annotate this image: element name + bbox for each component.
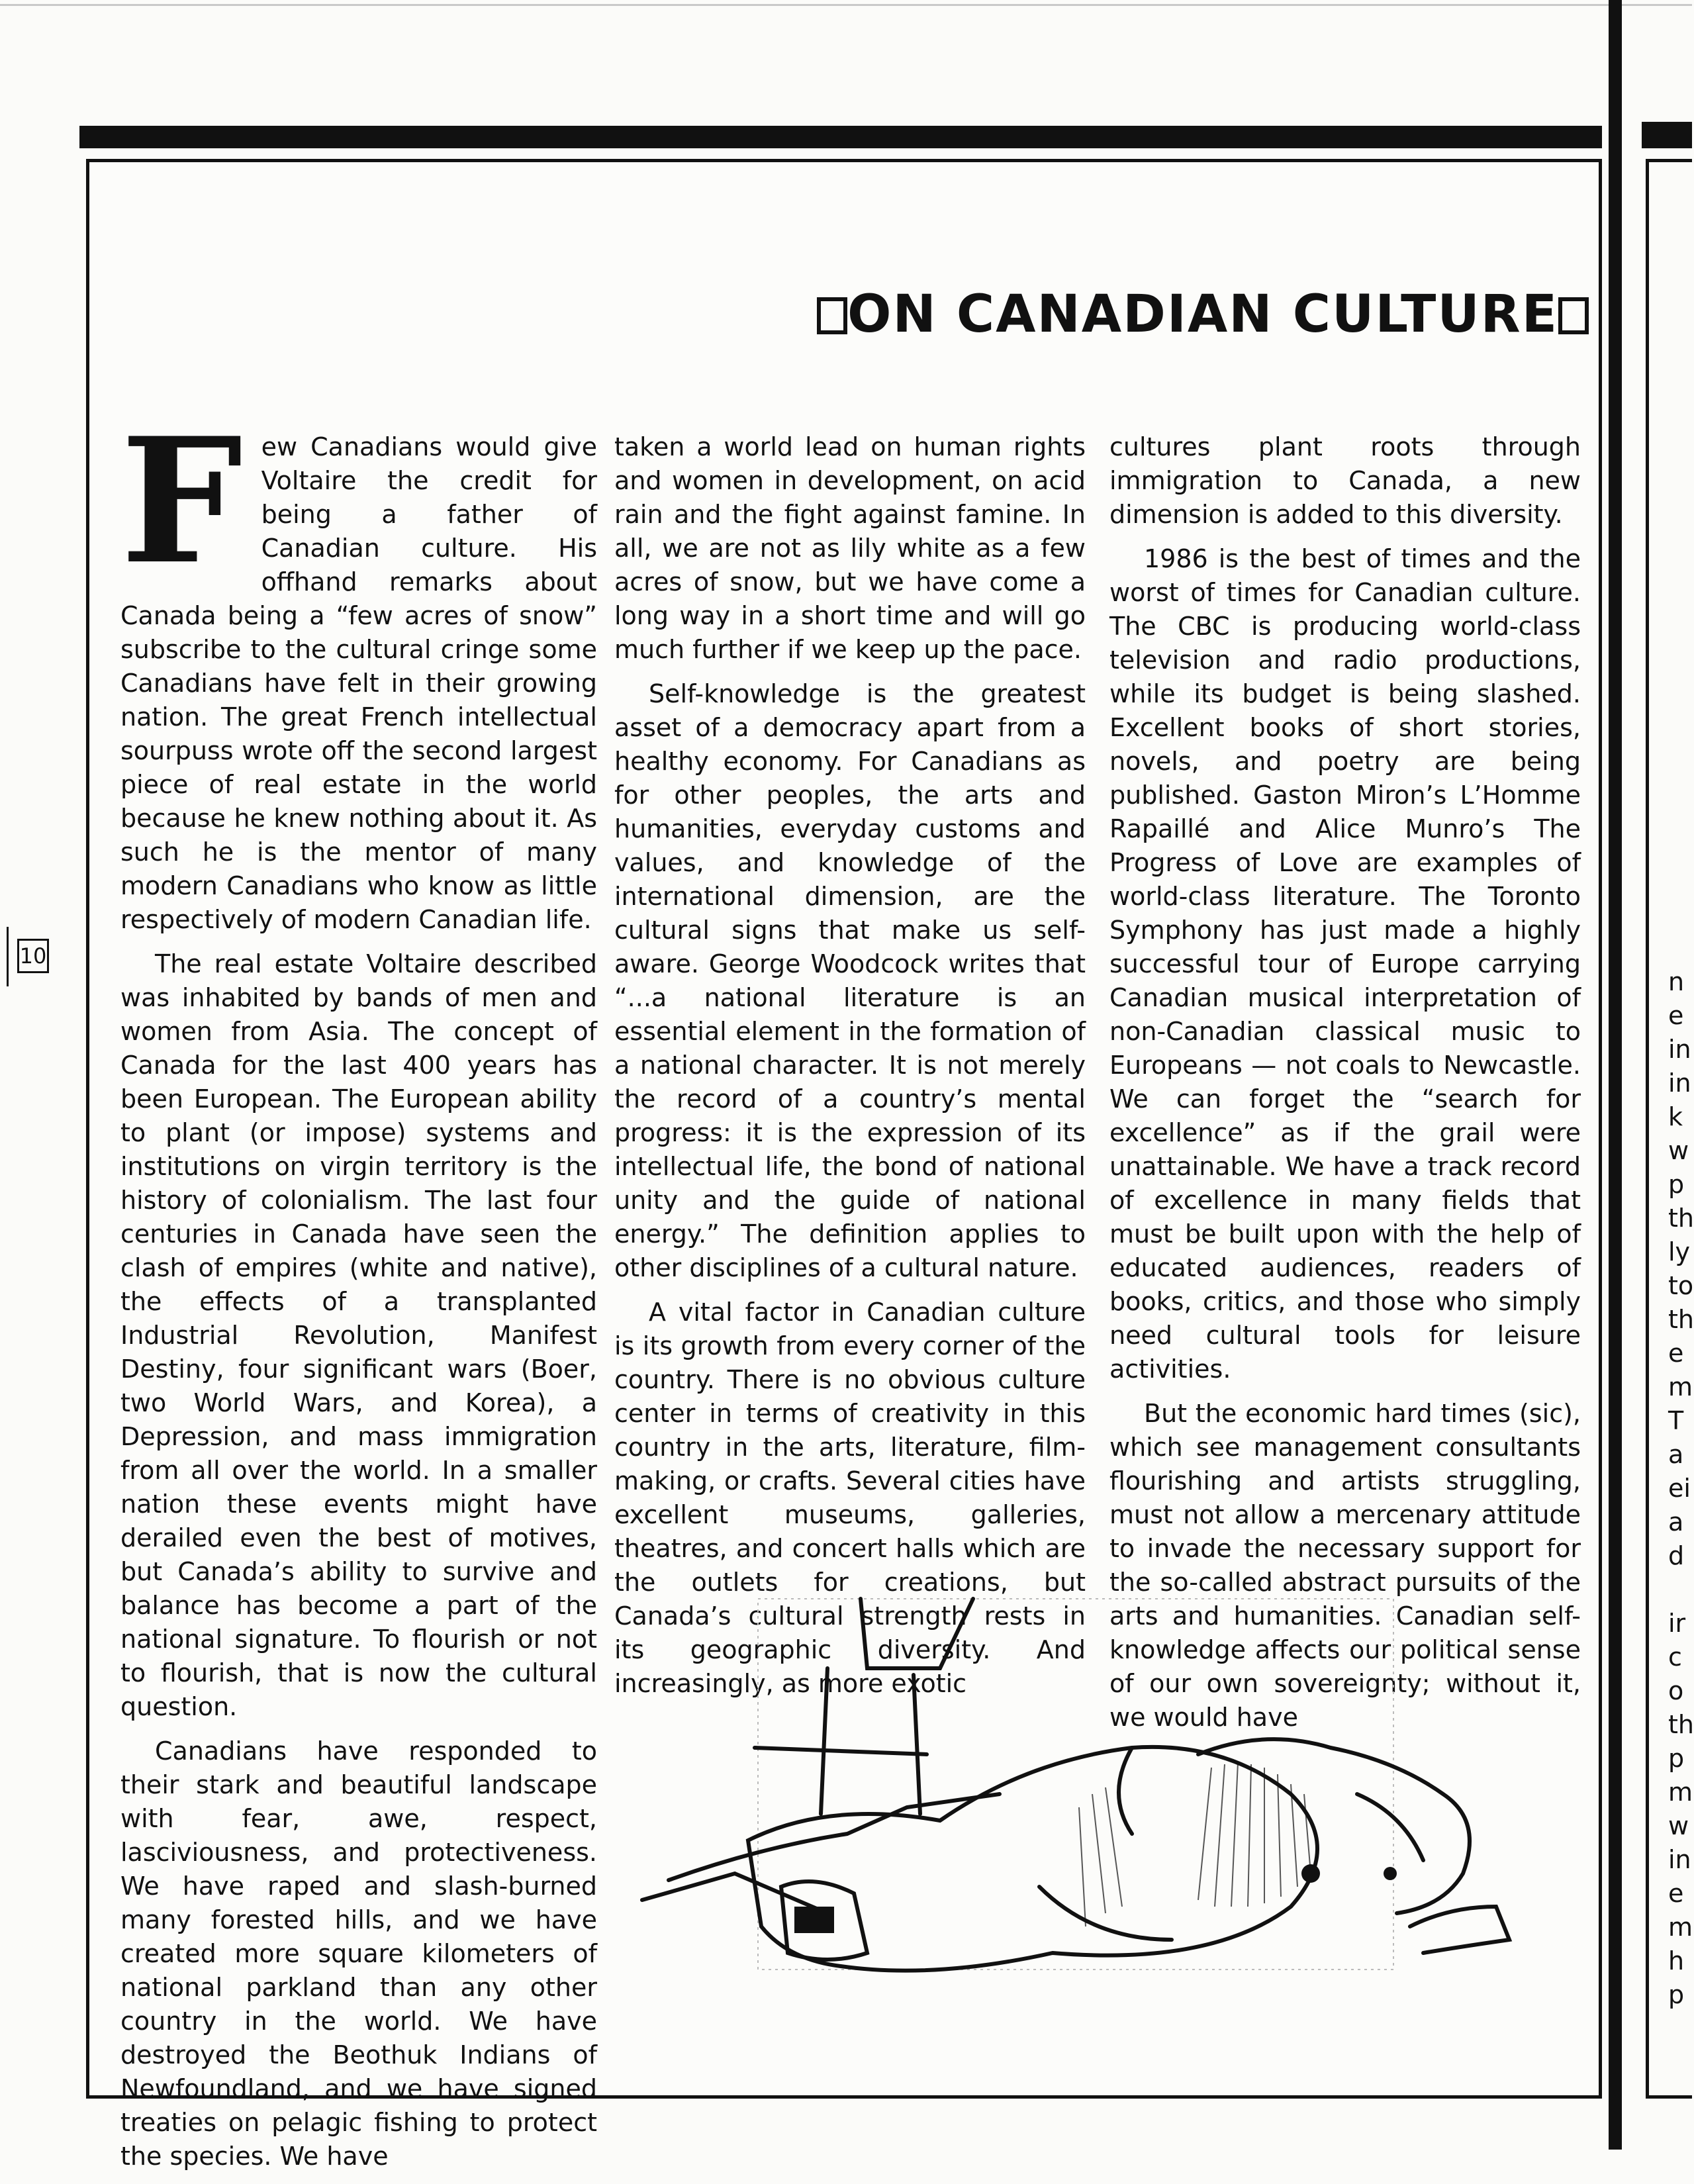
column-3	[1109, 430, 1581, 1732]
paragraph: Few Canadians would give Voltaire the credit for being a father of Canadian culture. His offhand remarks about Canada being a “few acres of snow” subscribe to the cultural cringe some Canadians have felt in their growing nation. The great French intellectual sourpuss wrote off the second largest piece of real estate in the world because he knew nothing about it. As such he is the mentor of many modern Canadians who know as little respectively of modern Canadian life.	[120, 401, 597, 934]
next-page-fragments: n e in in k w p th ly to th e m T a ei a d ir c o th p m w in e m h p	[1668, 967, 1694, 2009]
page-number-rule	[7, 927, 9, 986]
paragraph: 1986 is the best of times and the worst of times for Canadian culture. The CBC is producing world-class television and radio productions, while its budget is being slashed. Excellent books of short stories, novels, and poetry are being published. Gaston Miron’s L’Homme Rapaillé and Alice Munro’s The Progress of Love are examples of world-class literature. The Toronto Symphony has just made a highly successful tour of Europe carrying Canadian musical interpretation of non-Canadian classical music to Europeans — not coals to Newcastle. We can forget the “search for excellence” as if the grail were unattainable. We have a track record of excellence in many fields that must be built upon with the help of educated audiences, readers of books, critics, and those who simply need cultural tools for leisure activities.	[1109, 544, 1581, 1384]
article-title-text: ON CANADIAN CULTURE	[847, 285, 1558, 344]
next-page-rule-bar	[1642, 122, 1692, 148]
paragraph: But the economic hard times (sic), which see management consultants flourishing and artists struggling, must not allow a mercenary attitude to invade the necessary support for the so-called abstract pursuits of the arts and humanities. Canadian self-knowledge affects our political sense of our own sovereignty; without it, we would have	[1109, 1399, 1581, 1732]
paragraph: Self-knowledge is the greatest asset of a democracy apart from a healthy economy. For Canadians as for other peoples, the arts and humanities, everyday customs and values, and knowledge of the international dimension, are the cultural signs that make us self-aware. George Woodcock writes that “...a national literature is an essential element in the formation of a national character. It is not merely the record of a country’s mental progress: it is the expression of its intellectual life, the bond of national unity and the guide of national energy.” The definition applies to other disciplines of a cultural nature.	[614, 679, 1086, 1282]
paragraph: taken a world lead on human rights and women in development, on acid rain and the fight against famine. In all, we are not as lily white as a few acres of snow, but we have come a long way in a short time and will go much further if we keep up the pace.	[614, 432, 1086, 664]
column-2	[614, 430, 1086, 1711]
paragraph: A vital factor in Canadian culture is its growth from every corner of the country. There is no obvious culture center in terms of creativity in this country in the arts, literature, film-making, or crafts. Several cities have excellent museums, galleries, theatres, and concert halls which are the outlets for creations, but Canada’s cultural strength rests in its geographic diversity. And increasingly, as more exotic	[614, 1298, 1086, 1698]
paragraph: The real estate Voltaire described was inhabited by bands of men and women from Asia. The concept of Canada for the last 400 years has been European. The European ability to plant (or impose) systems and institutions on virgin territory is the history of colonialism. The last four centuries in Canada have seen the clash of empires (white and native), the effects of a transplanted Industrial Revolution, Manifest Destiny, four significant wars (Boer, two World Wars, and Korea), a Depression, and mass immigration from all over the world. In a smaller nation these events might have derailed even the best of motives, but Canada’s ability to survive and balance has become a part of the national signature. To flourish or not to flourish, that is now the cultural question.	[120, 949, 597, 1721]
title-box-right-icon	[1558, 297, 1589, 334]
column-1	[120, 401, 597, 2184]
fallen-figure-illustration	[629, 1595, 1582, 2006]
page-spine	[1609, 0, 1622, 2150]
paragraph: cultures plant roots through immigration to Canada, a new dimension is added to this diversity.	[1109, 432, 1581, 529]
article-title	[794, 285, 1589, 344]
top-rule-bar	[79, 126, 1602, 148]
paragraph: Canadians have responded to their stark and beautiful landscape with fear, awe, respect, lasciviousness, and protectiveness. We have raped and slash-burned many forested hills, and we have created more square kilometers of national parkland than any other country in the world. We have destroyed the Beothuk Indians of Newfoundland, and we have signed treaties on pelagic fishing to protect the species. We have	[120, 1736, 597, 2171]
drop-cap: F	[120, 401, 243, 602]
title-box-left-icon	[817, 297, 847, 334]
top-scan-edge	[0, 4, 1692, 6]
page-number: 10	[17, 939, 49, 973]
